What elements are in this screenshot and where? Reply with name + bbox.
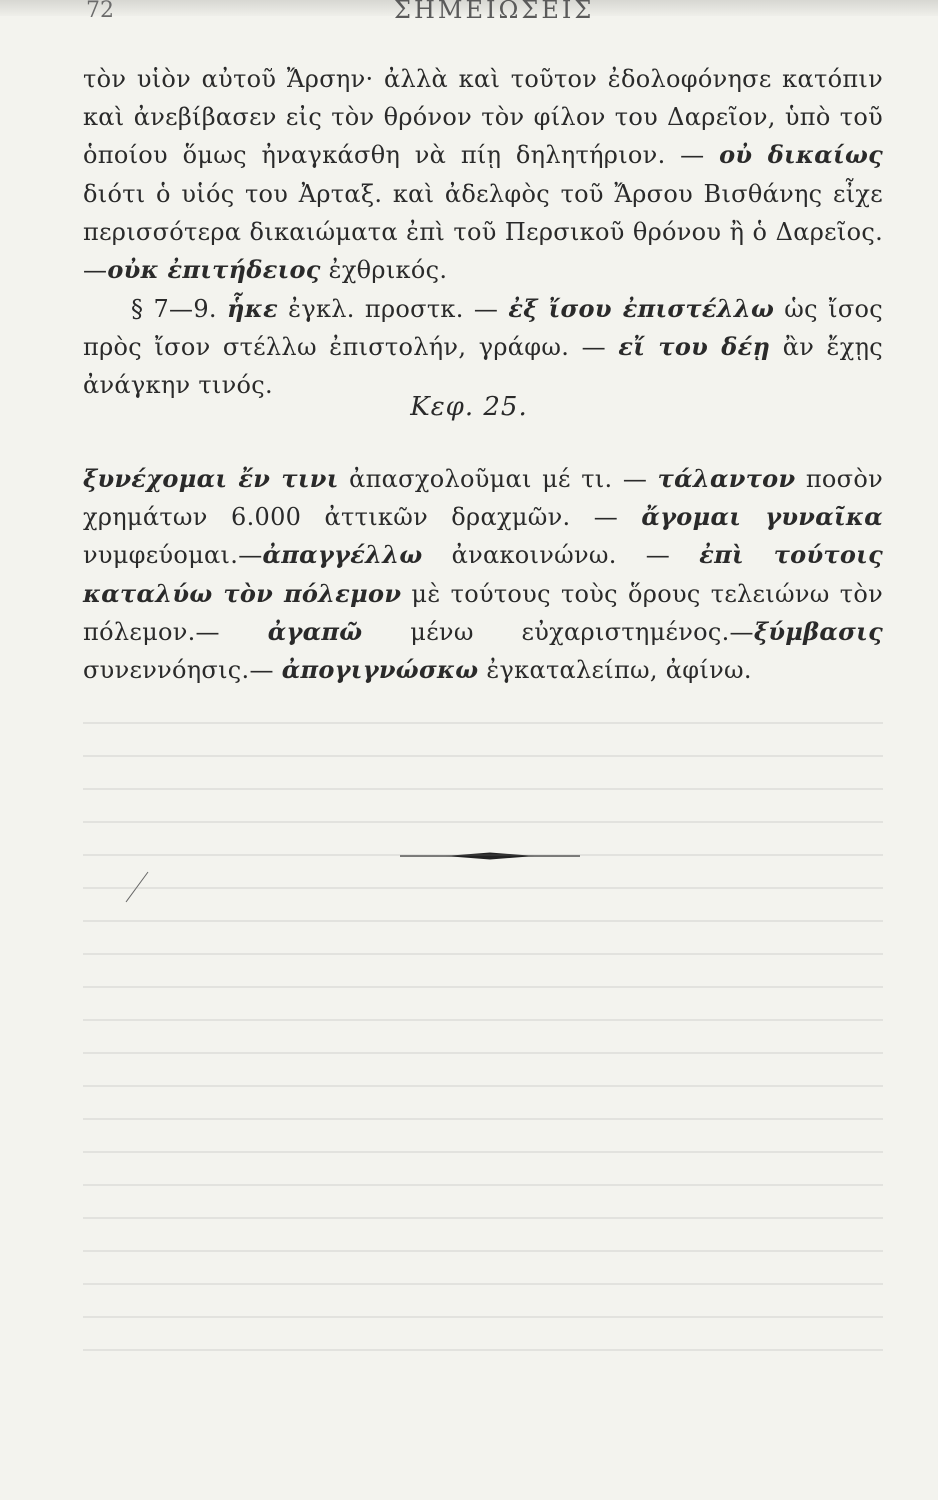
- gloss-text: διότι ὁ υἱός του Ἀρταξ. καὶ ἀδελφὸς τοῦ Ἄρσου Βισθάνης εἶχε περισσότερα δικαιώματα ἐπὶ τοῦ Περσικοῦ θρόνου ἢ ὁ Δαρεῖος. —: [83, 179, 883, 285]
- gloss-text: ἐγκλ. προστκ. —: [277, 295, 509, 323]
- paragraph-notes-3: [83, 460, 883, 689]
- lemma-term: τάλαντον: [657, 464, 796, 493]
- running-head: ΣΗΜΕΙΩΣΕΙΣ: [394, 0, 595, 24]
- stray-pencil-mark: [120, 868, 160, 908]
- gloss-text: § 7—9.: [131, 295, 228, 323]
- lemma-term: ἐξ ἴσου ἐπιστέλλω: [508, 294, 775, 323]
- gloss-text: τὸν υἱὸν αὐτοῦ Ἄρσην· ἀλλὰ καὶ τοῦτον ἐδολοφόνησε κατόπιν καὶ ἀνεβίβασεν εἰς τὸν θρόνον τὸν φίλον του Δαρεῖον, ὑπὸ τοῦ ὁποίου ὅμως ἠναγκάσθη νὰ πίῃ δηλητήριον. —: [83, 65, 883, 170]
- lemma-term: ξυνέχομαι ἔν τινι: [83, 464, 339, 493]
- gloss-text: μὲ τούτους τοὺς ὅρους τελειώνω τὸν πόλεμον.—: [83, 579, 883, 646]
- lemma-term: ἀπογιγνώσκω: [281, 655, 479, 685]
- gloss-text: ποσὸν χρημάτων 6.000 ἀττικῶν δραχμῶν. —: [83, 465, 883, 532]
- page-number: 72: [86, 0, 114, 23]
- chapter-heading: Κεφ. 25.: [410, 392, 528, 422]
- gloss-text: ἐγκαταλείπω, ἀφίνω.: [478, 656, 752, 685]
- gloss-text: ὡς ἴσος πρὸς ἴσον στέλλω ἐπιστολήν, γράφω. —: [83, 295, 883, 362]
- lemma-term: ἐπὶ τούτοις καταλύω τὸν πόλεμον: [83, 540, 883, 608]
- show-through-text: [83, 710, 883, 1370]
- gloss-text: συνεννόησις.—: [83, 656, 282, 685]
- gloss-text: ἂν ἔχῃς ἀνάγκην τινός.: [83, 333, 883, 400]
- paragraph-text: [83, 290, 883, 405]
- paragraph-notes-1: [83, 60, 883, 289]
- lemma-term: ἀπαγγέλλω: [262, 540, 423, 570]
- gloss-text: μένω εὐχαριστημένος.—: [362, 617, 754, 646]
- lemma-term: ἧκε: [227, 294, 278, 323]
- gloss-text: ἀνακοινώνω. —: [422, 541, 700, 570]
- gloss-text: ἀπασχολοῦμαι μέ τι. —: [338, 465, 658, 493]
- gloss-text: νυμφεύομαι.—: [83, 541, 263, 570]
- paragraph-text: [83, 60, 883, 289]
- section-end-ornament: [400, 846, 580, 866]
- paragraph-text: [83, 460, 883, 689]
- lemma-term: οὐ δικαίως: [719, 140, 884, 170]
- gloss-text: ἐχθρικός.: [320, 256, 448, 285]
- lemma-term: ἀγαπῶ: [267, 616, 363, 646]
- lemma-term: ξύμβασις: [753, 616, 884, 646]
- lemma-term: ἄγομαι γυναῖκα: [641, 502, 883, 532]
- lemma-term: οὐκ ἐπιτήδειος: [107, 255, 321, 285]
- paragraph-notes-2: [83, 290, 883, 405]
- lemma-term: εἴ του δέῃ: [618, 332, 771, 362]
